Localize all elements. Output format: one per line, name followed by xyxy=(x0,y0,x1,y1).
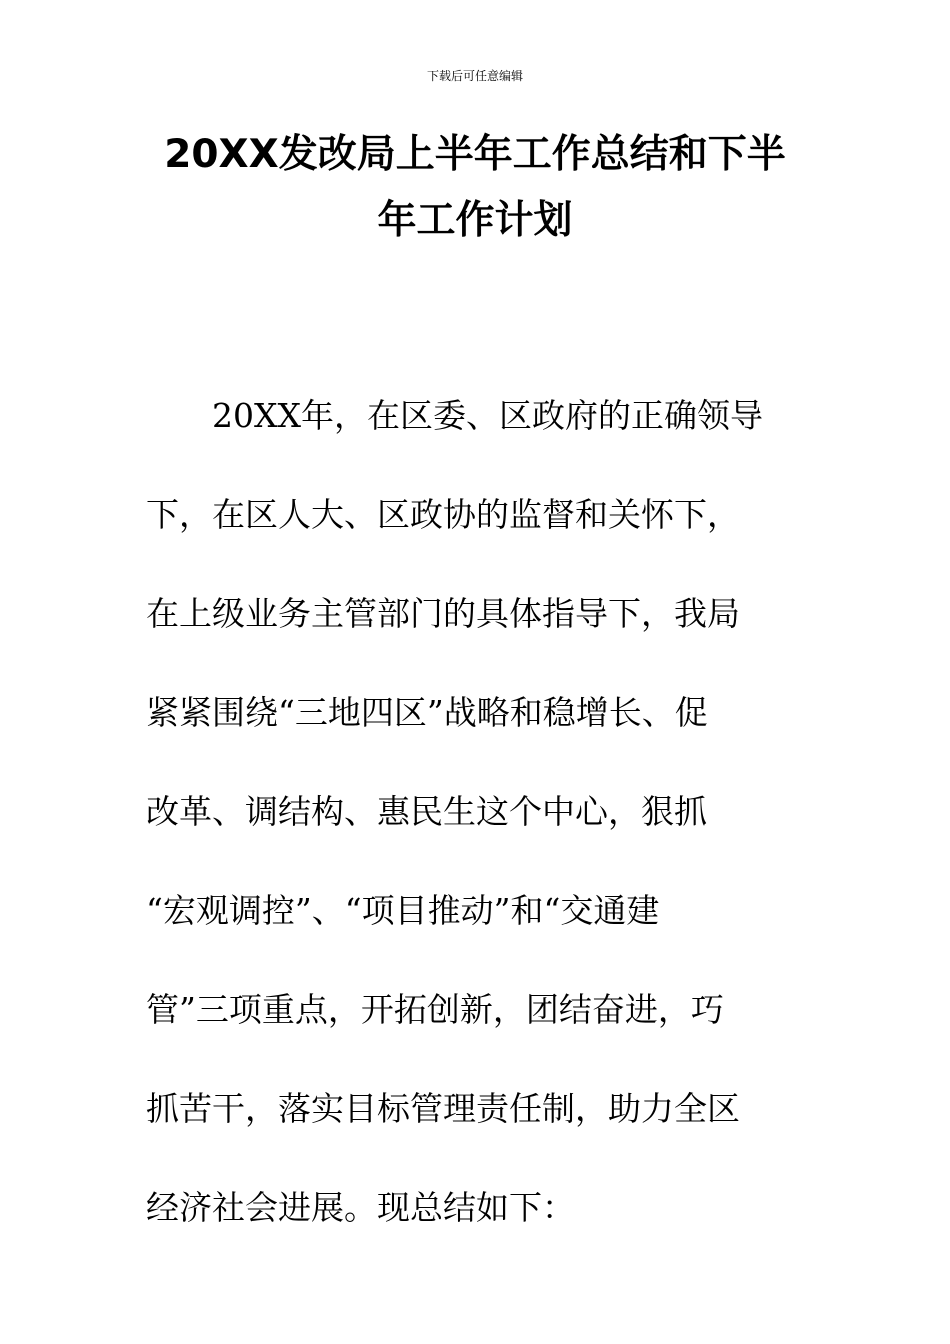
paragraph-line: 在上级业务主管部门的具体指导下，我局 xyxy=(146,594,740,633)
header-note: 下载后可任意编辑 xyxy=(426,69,523,83)
paragraph-line: 下，在区人大、区政协的监督和关怀下， xyxy=(146,495,740,534)
title-line: 年工作计划 xyxy=(377,198,573,243)
paragraph-line: 管”三项重点，开拓创新，团结奋进，巧 xyxy=(146,990,724,1029)
intro-paragraph xyxy=(146,366,786,1257)
paragraph-line: 20XX年，在区委、区政府的正确领导 xyxy=(146,396,763,435)
title-line: 20XX发改局上半年工作总结和下半 xyxy=(164,132,786,177)
paragraph-line: 改革、调结构、惠民生这个中心，狠抓 xyxy=(146,792,707,831)
paragraph-line: 紧紧围绕“三地四区”战略和稳增长、促 xyxy=(146,693,708,732)
paragraph-line: 经济社会进展。现总结如下： xyxy=(146,1188,575,1227)
paragraph-line: “宏观调控”、“项目推动”和“交通建 xyxy=(146,891,660,930)
document-title xyxy=(100,122,850,254)
paragraph-line: 抓苦干，落实目标管理责任制，助力全区 xyxy=(146,1089,740,1128)
